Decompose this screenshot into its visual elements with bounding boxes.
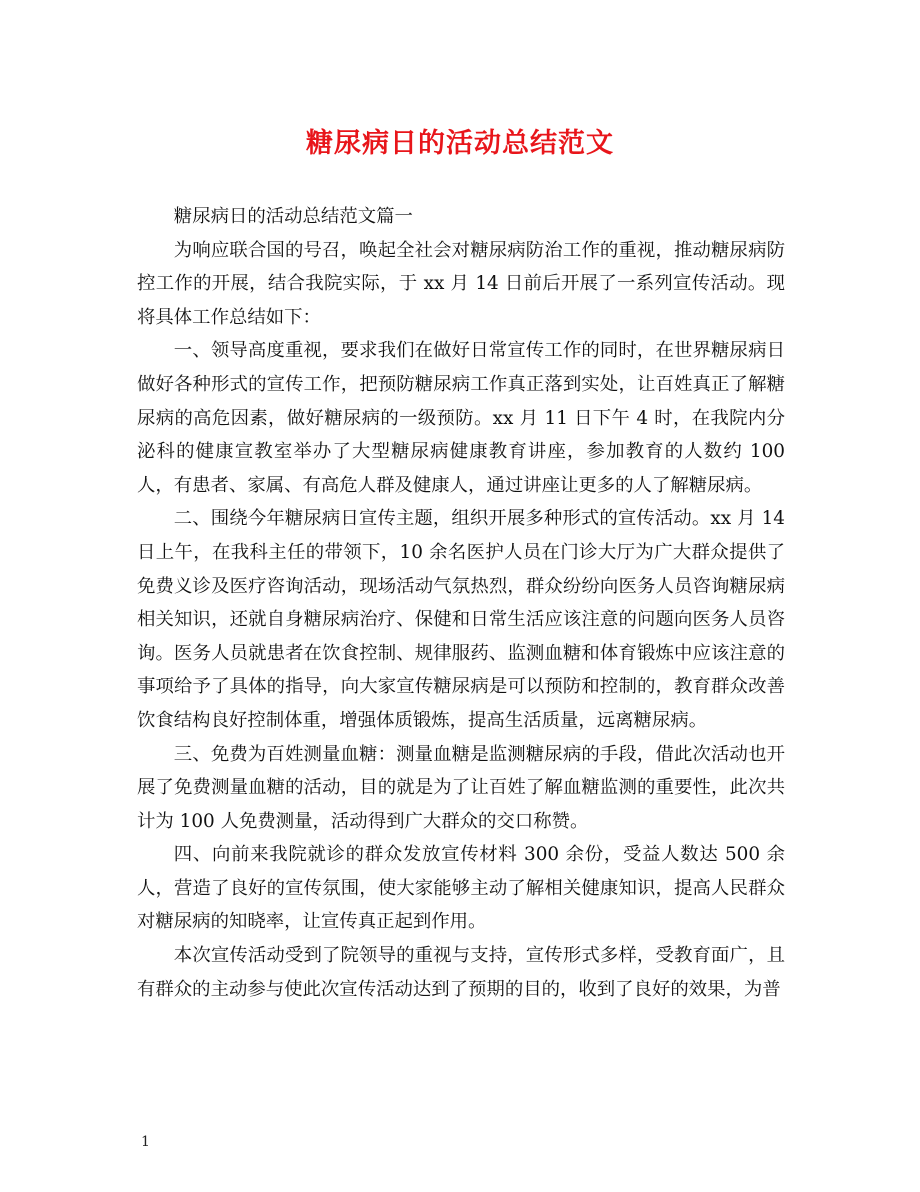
paragraph-section-1: 一、领导高度重视，要求我们在做好日常宣传工作的同时，在世界糖尿病日做好各种形式的宣传工作，把预防糖尿病工作真正落到实处，让百姓真正了解糖尿病的高危因素，做好糖尿病的一级预防。xx 月 11 日下午 4 时，在我院内分泌科的健康宣教室举办了大型糖尿病健康教育讲座，参加教育的人数约 100 人，有患者、家属、有高危人群及健康人，通过讲座让更多的人了解糖尿病。 [137, 340, 785, 496]
document-title: 糖尿病日的活动总结范文 [306, 128, 614, 159]
paragraph-section-4: 四、向前来我院就诊的群众发放宣传材料 300 余份，受益人数达 500 余人，营造了良好的宣传氛围，使大家能够主动了解相关健康知识，提高人民群众对糖尿病的知晓率，让宣传真正起到作用。 [137, 844, 785, 933]
page-number: 1 [141, 1134, 150, 1150]
paragraph-section-2: 二、围绕今年糖尿病日宣传主题，组织开展多种形式的宣传活动。xx 月 14 日上午，在我科主任的带领下，10 余名医护人员在门诊大厅为广大群众提供了免费义诊及医疗咨询活动，现场活动气氛热烈，群众纷纷向医务人员咨询糖尿病相关知识，还就自身糖尿病治疗、保健和日常生活应该注意的问题向医务人员咨询。医务人员就患者在饮食控制、规律服药、监测血糖和体育锻炼中应该注意的事项给予了具体的指导，向大家宣传糖尿病是可以预防和控制的，教育群众改善饮食结构良好控制体重，增强体质锻炼，提高生活质量，远离糖尿病。 [137, 508, 785, 731]
paragraph-subtitle: 糖尿病日的活动总结范文篇一 [173, 206, 413, 227]
document-body [137, 200, 785, 1006]
paragraph-intro: 为响应联合国的号召，唤起全社会对糖尿病防治工作的重视，推动糖尿病防控工作的开展，结合我院实际，于 xx 月 14 日前后开展了一系列宣传活动。现将具体工作总结如下： [137, 239, 785, 328]
paragraph-section-3: 三、免费为百姓测量血糖：测量血糖是监测糖尿病的手段，借此次活动也开展了免费测量血糖的活动，目的就是为了让百姓了解血糖监测的重要性，此次共计为 100 人免费测量，活动得到广大群众的交口称赞。 [137, 743, 785, 832]
paragraph-conclusion: 本次宣传活动受到了院领导的重视与支持，宣传形式多样，受教育面广，且有群众的主动参与使此次宣传活动达到了预期的目的，收到了良好的效果，为普 [137, 945, 785, 1000]
